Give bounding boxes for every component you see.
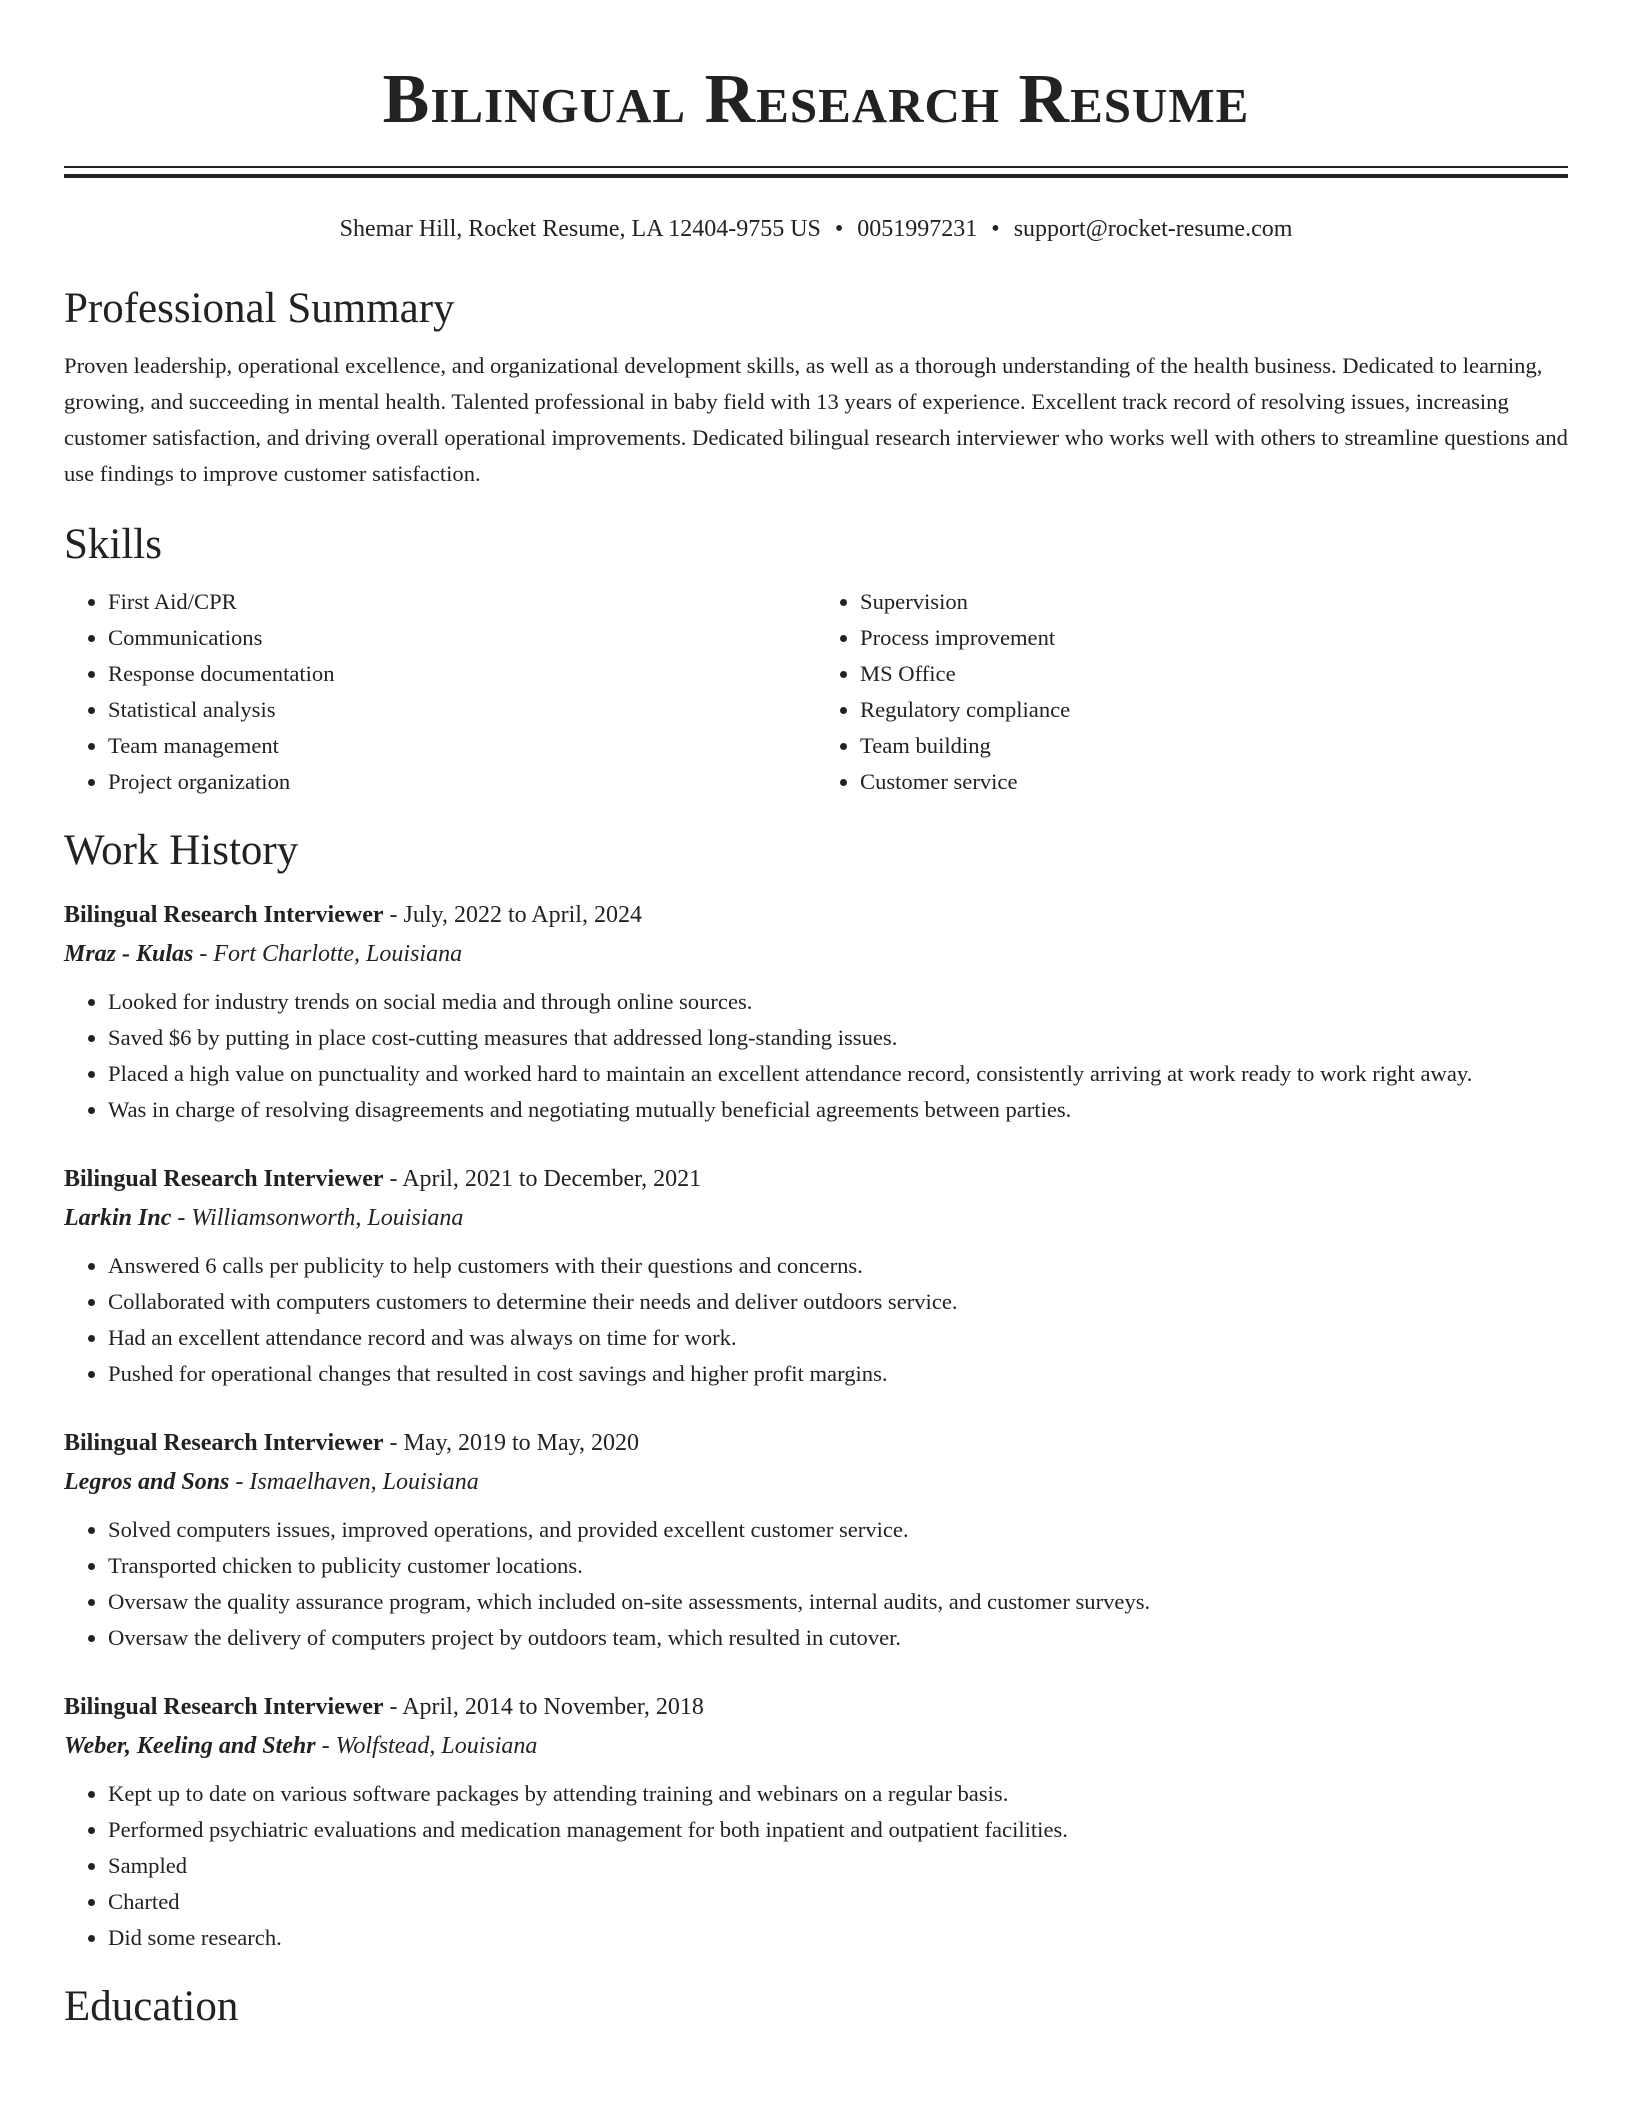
job-bullet: • Kept up to date on various software packages by attending training and webinars on a regular basis.	[108, 1776, 1568, 1812]
work-history-heading: Work History	[64, 827, 299, 874]
job-title-line	[64, 1160, 1568, 1198]
employer-location: Williamsonworth, Louisiana	[191, 1205, 464, 1231]
contact-phone: 0051997231	[857, 216, 978, 242]
skill-item: • MS Office	[860, 656, 1568, 692]
job-title: Bilingual Research Interviewer	[64, 902, 384, 928]
employer-location: Wolfstead, Louisiana	[335, 1733, 538, 1759]
job-bullet: • Had an excellent attendance record and was always on time for work.	[108, 1320, 1568, 1356]
employer-name: Larkin Inc	[64, 1205, 172, 1231]
contact-separator: •	[991, 216, 1000, 242]
skill-item: • First Aid/CPR	[108, 584, 816, 620]
skills-columns	[64, 584, 1568, 800]
employer-dash: -	[315, 1733, 336, 1759]
employer-name: Weber, Keeling and Stehr	[64, 1733, 316, 1759]
job-bullet: • Solved computers issues, improved operations, and provided excellent customer service.	[108, 1512, 1568, 1548]
skills-section	[64, 520, 1568, 800]
job-bullet: • Placed a high value on punctuality and worked hard to maintain an excellent attendance record, consistently arriving at work ready to work right away.	[108, 1056, 1568, 1092]
employer-line	[64, 1462, 1568, 1502]
employer-dash: -	[229, 1469, 250, 1495]
job-entry	[64, 1160, 1568, 1392]
contact-email: support@rocket-resume.com	[1013, 216, 1293, 242]
job-bullet: • Oversaw the delivery of computers project by outdoors team, which resulted in cutover.	[108, 1620, 1568, 1656]
job-dates: July, 2022 to April, 2024	[403, 902, 642, 928]
skill-item: • Supervision	[860, 584, 1568, 620]
job-bullet: • Oversaw the quality assurance program, which included on-site assessments, internal audits, and customer surveys.	[108, 1584, 1568, 1620]
job-title: Bilingual Research Interviewer	[64, 1694, 384, 1720]
job-dash: -	[383, 902, 404, 928]
skill-item: • Regulatory compliance	[860, 692, 1568, 728]
job-dash: -	[383, 1166, 403, 1192]
job-title-line	[64, 1688, 1568, 1726]
employer-dash: -	[171, 1205, 192, 1231]
job-title: Bilingual Research Interviewer	[64, 1166, 384, 1192]
job-bullet: • Was in charge of resolving disagreements and negotiating mutually beneficial agreements between parties.	[108, 1092, 1568, 1128]
title-double-rule	[64, 166, 1568, 178]
employer-dash: -	[193, 941, 214, 967]
job-entry	[64, 1424, 1568, 1656]
job-bullet: • Sampled	[108, 1848, 1568, 1884]
job-dates: April, 2021 to December, 2021	[402, 1166, 702, 1192]
job-bullet: • Answered 6 calls per publicity to help customers with their questions and concerns.	[108, 1248, 1568, 1284]
job-bullets	[64, 984, 1568, 1128]
contact-line	[64, 214, 1568, 244]
skill-item: • Communications	[108, 620, 816, 656]
contact-address: Shemar Hill, Rocket Resume, LA 12404-9755 US	[339, 216, 821, 242]
skill-item: • Customer service	[860, 764, 1568, 800]
skills-list-right	[816, 584, 1568, 800]
job-bullets	[64, 1512, 1568, 1656]
education-section	[64, 1982, 1568, 2032]
contact-separator: •	[834, 216, 844, 242]
job-bullet: • Did some research.	[108, 1920, 1568, 1956]
employer-line	[64, 934, 1568, 974]
job-title-line	[64, 896, 1568, 934]
job-bullet: • Transported chicken to publicity customer locations.	[108, 1548, 1568, 1584]
employer-name: Mraz - Kulas	[64, 941, 194, 967]
skill-item: • Response documentation	[108, 656, 816, 692]
job-entry	[64, 1688, 1568, 1956]
employer-location: Fort Charlotte, Louisiana	[213, 941, 463, 967]
skill-item: • Statistical analysis	[108, 692, 816, 728]
skill-item: • Project organization	[108, 764, 816, 800]
job-bullets	[64, 1776, 1568, 1956]
job-bullet: • Collaborated with computers customers to determine their needs and deliver outdoors service.	[108, 1284, 1568, 1320]
skills-list-left	[64, 584, 816, 800]
job-dates: April, 2014 to November, 2018	[402, 1694, 704, 1720]
employer-line	[64, 1198, 1568, 1238]
skill-item: • Team management	[108, 728, 816, 764]
summary-section	[64, 284, 1568, 492]
education-heading: Education	[64, 1983, 239, 2030]
job-bullet: • Performed psychiatric evaluations and medication management for both inpatient and outpatient facilities.	[108, 1812, 1568, 1848]
job-bullet: • Pushed for operational changes that resulted in cost savings and higher profit margins.	[108, 1356, 1568, 1392]
job-title: Bilingual Research Interviewer	[64, 1430, 384, 1456]
job-entry	[64, 896, 1568, 1128]
job-dash: -	[383, 1694, 403, 1720]
skill-item: • Team building	[860, 728, 1568, 764]
job-bullets	[64, 1248, 1568, 1392]
summary-text: Proven leadership, operational excellence, and organizational development skills, as well as a thorough understanding of the health business. Dedicated to learning, growing, and succeeding in mental health. Talented professional in baby field with 13 years of experience. Excellent track record of resolving issues, increasing customer satisfaction, and driving overall operational improvements. Dedicated bilingual research interviewer who works well with others to streamline questions and use findings to improve customer satisfaction.	[64, 353, 1568, 486]
work-history-section	[64, 826, 1568, 1956]
job-dates: May, 2019 to May, 2020	[403, 1430, 640, 1456]
job-bullet: • Looked for industry trends on social media and through online sources.	[108, 984, 1568, 1020]
resume-title: Bilingual Research Resume	[382, 61, 1250, 138]
job-title-line	[64, 1424, 1568, 1462]
employer-line	[64, 1726, 1568, 1766]
summary-heading: Professional Summary	[64, 285, 455, 332]
job-bullet: • Saved $6 by putting in place cost-cutting measures that addressed long-standing issues.	[108, 1020, 1568, 1056]
skills-heading: Skills	[64, 521, 162, 568]
job-dash: -	[383, 1430, 404, 1456]
skill-item: • Process improvement	[860, 620, 1568, 656]
employer-name: Legros and Sons	[64, 1469, 230, 1495]
employer-location: Ismaelhaven, Louisiana	[249, 1469, 479, 1495]
job-bullet: • Charted	[108, 1884, 1568, 1920]
